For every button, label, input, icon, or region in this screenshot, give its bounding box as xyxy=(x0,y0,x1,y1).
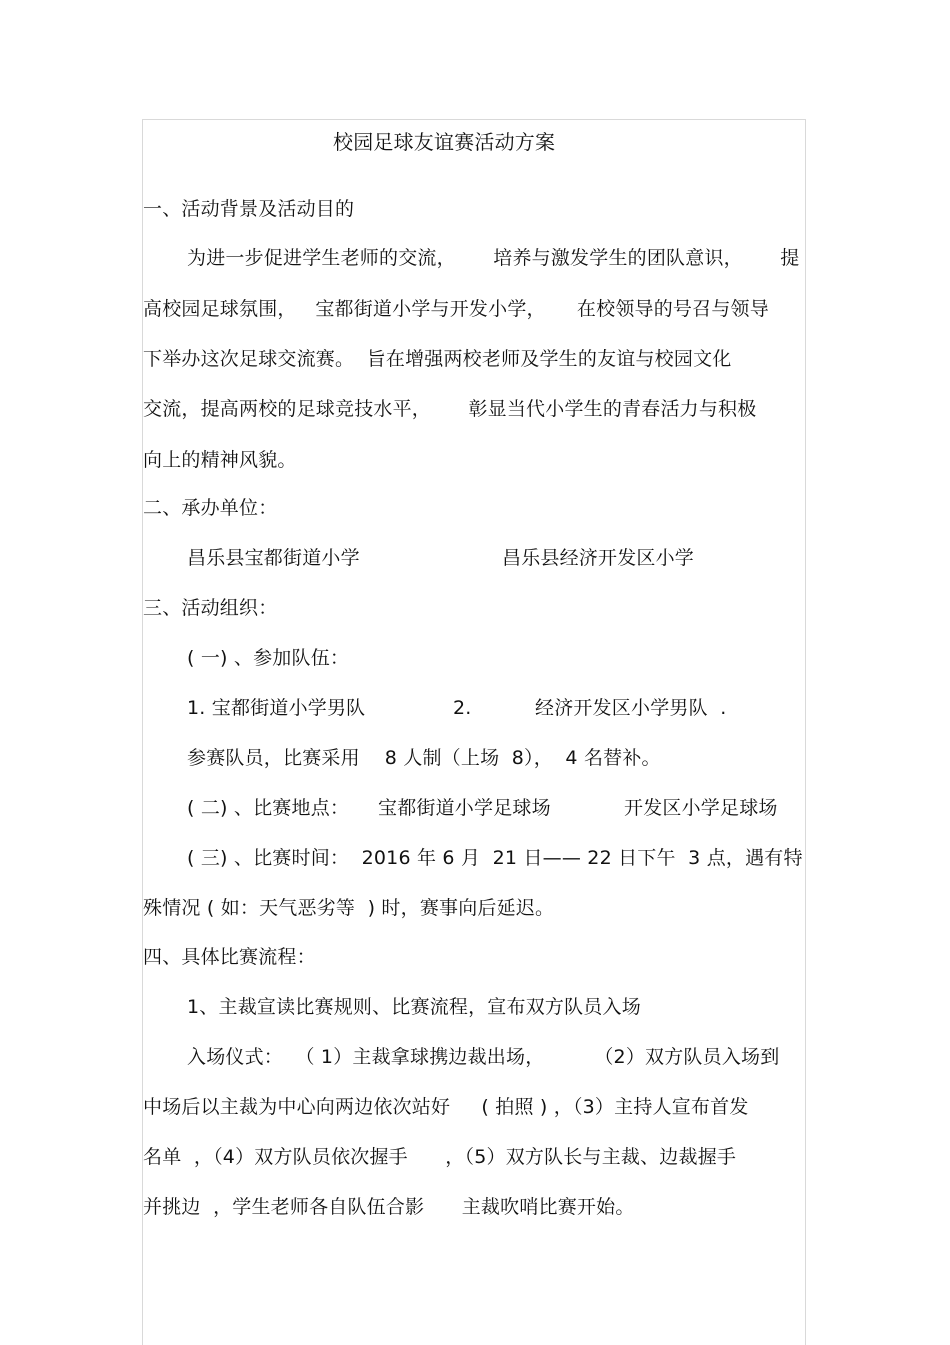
host-unit-2: 昌乐县经济开发区小学 xyxy=(502,547,695,569)
ceremony-line-2: 中场后以主裁为中心向两边依次站好 ( 拍照 ) ，（3）主持人宣布首发 xyxy=(143,1096,749,1118)
section-2-heading: 二、承办单位： xyxy=(143,497,278,519)
venue-label: ( 二) 、比赛地点： xyxy=(187,797,350,819)
section-1-line-4: 交流，提高两校的足球竞技水平， 彰显当代小学生的青春活力与积极 xyxy=(143,398,757,420)
players-rule: 参赛队员，比赛采用 8 人制（上场 8）， 4 名替补。 xyxy=(187,747,661,769)
team-1: 1. 宝都街道小学男队 xyxy=(187,697,366,719)
ceremony-line-4: 并挑边 ，学生老师各自队伍合影 主裁吹哨比赛开始。 xyxy=(143,1196,635,1218)
section-1-line-2: 高校园足球氛围， 宝都街道小学与开发小学， 在校领导的号召与领导 xyxy=(143,298,769,320)
section-3-heading: 三、活动组织： xyxy=(143,597,278,619)
host-unit-1: 昌乐县宝都街道小学 xyxy=(187,547,360,569)
team-2: 经济开发区小学男队 . xyxy=(535,697,727,719)
section-1-line-3: 下举办这次足球交流赛。 旨在增强两校老师及学生的友谊与校园文化 xyxy=(143,348,732,370)
document-title: 校园足球友谊赛活动方案 xyxy=(333,130,556,154)
match-time-line-2: 殊情况 ( 如：天气恶劣等 ) 时，赛事向后延迟。 xyxy=(143,897,555,919)
ceremony-line-1: 入场仪式： （ 1）主裁拿球携边裁出场， （2）双方队员入场到 xyxy=(187,1046,780,1068)
venue-1: 宝都街道小学足球场 xyxy=(378,797,551,819)
match-time-line-1: ( 三) 、比赛时间： 2016 年 6 月 21 日—— 22 日下午 3 点，遇有特 xyxy=(187,847,803,869)
team-2-number: 2. xyxy=(453,697,472,719)
process-item-1: 1、主裁宣读比赛规则、比赛流程，宣布双方队员入场 xyxy=(187,996,641,1018)
section-1-heading: 一、活动背景及活动目的 xyxy=(143,198,355,220)
section-1-line-1: 为进一步促进学生老师的交流， 培养与激发学生的团队意识， 提 xyxy=(187,247,800,269)
section-1-line-5: 向上的精神风貌。 xyxy=(143,449,297,471)
venue-2: 开发区小学足球场 xyxy=(624,797,778,819)
subsection-teams-heading: ( 一) 、参加队伍： xyxy=(187,647,350,669)
section-4-heading: 四、具体比赛流程： xyxy=(143,946,316,968)
ceremony-line-3: 名单 ，（4）双方队员依次握手 ，（5）双方队长与主裁、边裁握手 xyxy=(143,1146,737,1168)
